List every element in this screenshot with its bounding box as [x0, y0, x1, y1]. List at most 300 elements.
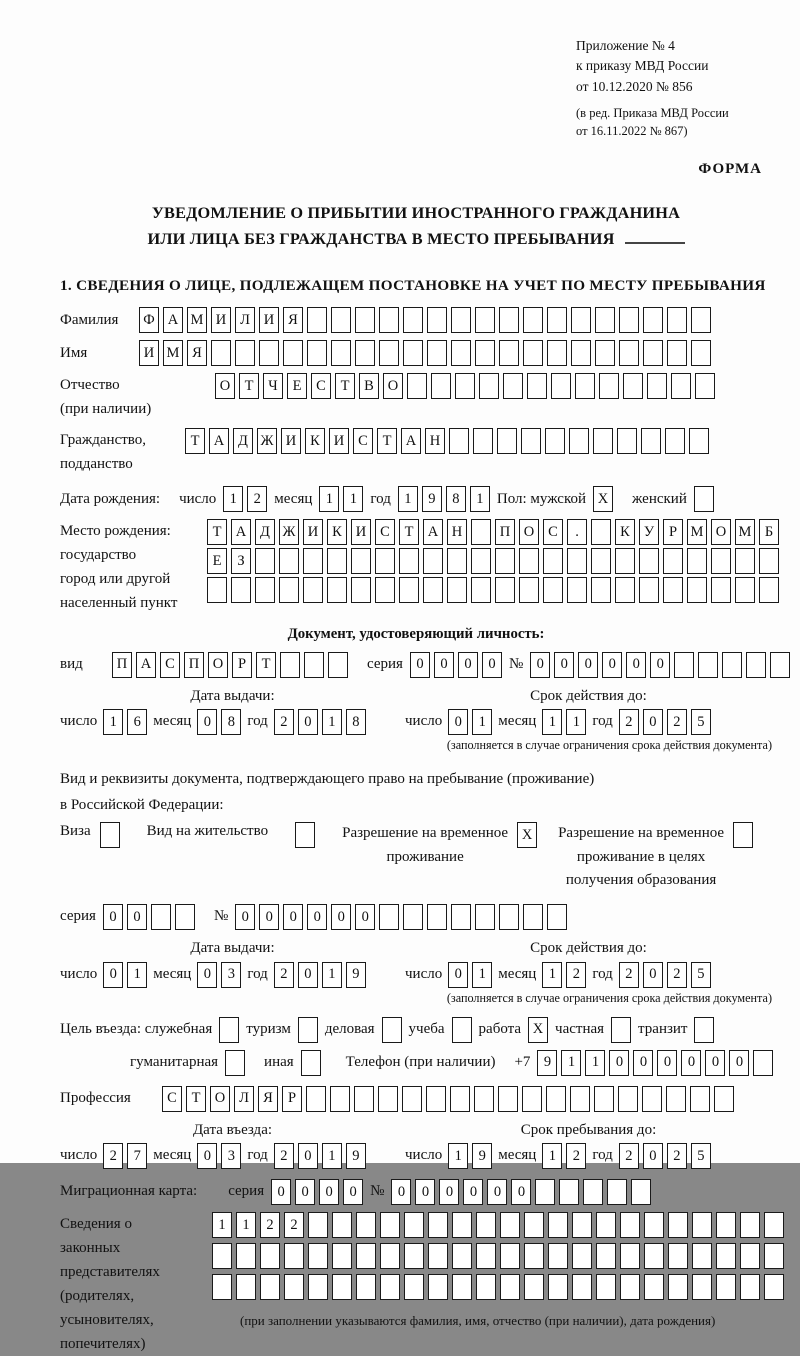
char-box[interactable] — [375, 577, 395, 603]
char-box[interactable] — [674, 652, 694, 678]
char-box[interactable]: З — [231, 548, 251, 574]
char-box[interactable] — [639, 548, 659, 574]
char-box[interactable]: А — [401, 428, 421, 454]
char-box[interactable]: 9 — [422, 486, 442, 512]
char-box[interactable]: 5 — [691, 962, 711, 988]
char-box[interactable] — [663, 577, 683, 603]
char-box[interactable]: Л — [235, 307, 255, 333]
char-box[interactable] — [535, 1179, 555, 1205]
purpose-official-checkbox[interactable] — [219, 1017, 239, 1043]
char-box[interactable]: 0 — [650, 652, 670, 678]
char-box[interactable] — [523, 904, 543, 930]
char-box[interactable] — [551, 373, 571, 399]
char-box[interactable]: 2 — [260, 1212, 280, 1238]
char-box[interactable] — [378, 1086, 398, 1112]
char-box[interactable]: У — [639, 519, 659, 545]
char-box[interactable]: 2 — [566, 1143, 586, 1169]
char-box[interactable] — [451, 904, 471, 930]
res-issue-day-input[interactable] — [103, 962, 147, 988]
char-box[interactable] — [711, 577, 731, 603]
char-box[interactable]: 2 — [667, 709, 687, 735]
char-box[interactable]: И — [329, 428, 349, 454]
char-box[interactable]: 1 — [236, 1212, 256, 1238]
char-box[interactable] — [687, 577, 707, 603]
char-box[interactable] — [770, 652, 790, 678]
profession-input[interactable] — [162, 1086, 734, 1112]
doc-valid-day-input[interactable] — [448, 709, 492, 735]
char-box[interactable]: 1 — [566, 709, 586, 735]
char-box[interactable]: 0 — [463, 1179, 483, 1205]
char-box[interactable] — [236, 1243, 256, 1269]
char-box[interactable]: Ч — [263, 373, 283, 399]
char-box[interactable] — [524, 1274, 544, 1300]
purpose-study-checkbox[interactable] — [452, 1017, 472, 1043]
char-box[interactable] — [643, 307, 663, 333]
char-box[interactable]: 0 — [578, 652, 598, 678]
char-box[interactable] — [641, 428, 661, 454]
char-box[interactable]: 2 — [667, 1143, 687, 1169]
char-box[interactable] — [283, 340, 303, 366]
char-box[interactable] — [332, 1274, 352, 1300]
char-box[interactable] — [692, 1212, 712, 1238]
char-box[interactable]: 0 — [343, 1179, 363, 1205]
char-box[interactable]: 2 — [274, 962, 294, 988]
char-box[interactable] — [332, 1243, 352, 1269]
char-box[interactable]: П — [184, 652, 204, 678]
char-box[interactable] — [695, 373, 715, 399]
char-box[interactable]: 8 — [346, 709, 366, 735]
char-box[interactable]: 0 — [197, 1143, 217, 1169]
char-box[interactable] — [100, 822, 120, 848]
char-box[interactable] — [620, 1274, 640, 1300]
surname-input[interactable] — [139, 307, 711, 333]
char-box[interactable] — [354, 1086, 374, 1112]
char-box[interactable]: И — [139, 340, 159, 366]
char-box[interactable]: 1 — [127, 962, 147, 988]
char-box[interactable]: 0 — [554, 652, 574, 678]
char-box[interactable] — [498, 1086, 518, 1112]
char-box[interactable]: Е — [207, 548, 227, 574]
char-box[interactable]: 0 — [626, 652, 646, 678]
char-box[interactable] — [524, 1243, 544, 1269]
char-box[interactable]: А — [231, 519, 251, 545]
char-box[interactable]: 0 — [602, 652, 622, 678]
char-box[interactable]: 1 — [448, 1143, 468, 1169]
char-box[interactable]: И — [281, 428, 301, 454]
char-box[interactable] — [607, 1179, 627, 1205]
char-box[interactable]: Т — [256, 652, 276, 678]
char-box[interactable]: 0 — [705, 1050, 725, 1076]
char-box[interactable] — [591, 548, 611, 574]
purpose-humanitarian-checkbox[interactable] — [225, 1050, 245, 1076]
char-box[interactable] — [236, 1274, 256, 1300]
char-box[interactable] — [428, 1274, 448, 1300]
char-box[interactable]: 0 — [103, 904, 123, 930]
char-box[interactable]: 1 — [223, 486, 243, 512]
res-issue-year-input[interactable] — [274, 962, 366, 988]
char-box[interactable] — [714, 1086, 734, 1112]
char-box[interactable] — [735, 548, 755, 574]
char-box[interactable] — [495, 548, 515, 574]
char-box[interactable]: 1 — [343, 486, 363, 512]
char-box[interactable] — [524, 1212, 544, 1238]
char-box[interactable]: Я — [258, 1086, 278, 1112]
char-box[interactable] — [308, 1243, 328, 1269]
char-box[interactable]: 0 — [295, 1179, 315, 1205]
char-box[interactable]: И — [259, 307, 279, 333]
char-box[interactable] — [476, 1212, 496, 1238]
char-box[interactable]: 0 — [410, 652, 430, 678]
char-box[interactable]: О — [208, 652, 228, 678]
char-box[interactable] — [666, 1086, 686, 1112]
char-box[interactable]: К — [615, 519, 635, 545]
char-box[interactable]: 0 — [391, 1179, 411, 1205]
char-box[interactable] — [427, 307, 447, 333]
char-box[interactable]: 0 — [271, 1179, 291, 1205]
char-box[interactable] — [740, 1274, 760, 1300]
char-box[interactable]: 5 — [691, 1143, 711, 1169]
char-box[interactable] — [722, 652, 742, 678]
char-box[interactable]: 0 — [127, 904, 147, 930]
char-box[interactable]: А — [209, 428, 229, 454]
char-box[interactable] — [284, 1243, 304, 1269]
char-box[interactable]: 2 — [566, 962, 586, 988]
char-box[interactable] — [284, 1274, 304, 1300]
char-box[interactable] — [644, 1274, 664, 1300]
char-box[interactable] — [567, 577, 587, 603]
char-box[interactable] — [475, 904, 495, 930]
char-box[interactable]: 0 — [609, 1050, 629, 1076]
char-box[interactable] — [746, 652, 766, 678]
char-box[interactable]: Т — [186, 1086, 206, 1112]
char-box[interactable]: 0 — [448, 962, 468, 988]
doc-valid-year-input[interactable] — [619, 709, 711, 735]
char-box[interactable] — [452, 1243, 472, 1269]
char-box[interactable]: Ж — [279, 519, 299, 545]
char-box[interactable] — [455, 373, 475, 399]
char-box[interactable] — [307, 340, 327, 366]
char-box[interactable] — [403, 904, 423, 930]
char-box[interactable] — [642, 1086, 662, 1112]
char-box[interactable]: 2 — [619, 962, 639, 988]
char-box[interactable] — [543, 577, 563, 603]
char-box[interactable]: Т — [377, 428, 397, 454]
mig-series-input[interactable] — [271, 1179, 363, 1205]
char-box[interactable] — [569, 428, 589, 454]
char-box[interactable]: 0 — [482, 652, 502, 678]
char-box[interactable]: Т — [335, 373, 355, 399]
visa-checkbox[interactable] — [100, 822, 120, 848]
char-box[interactable] — [298, 1017, 318, 1043]
char-box[interactable] — [308, 1274, 328, 1300]
char-box[interactable] — [759, 577, 779, 603]
char-box[interactable] — [548, 1274, 568, 1300]
char-box[interactable] — [451, 340, 471, 366]
char-box[interactable] — [279, 577, 299, 603]
stay-day-input[interactable] — [448, 1143, 492, 1169]
char-box[interactable] — [403, 307, 423, 333]
char-box[interactable] — [543, 548, 563, 574]
char-box[interactable] — [151, 904, 171, 930]
char-box[interactable] — [212, 1243, 232, 1269]
char-box[interactable] — [671, 373, 691, 399]
char-box[interactable] — [331, 307, 351, 333]
char-box[interactable] — [295, 822, 315, 848]
char-box[interactable] — [740, 1243, 760, 1269]
char-box[interactable]: 0 — [197, 962, 217, 988]
char-box[interactable] — [356, 1243, 376, 1269]
legal-reps-row3-input[interactable] — [212, 1274, 784, 1300]
char-box[interactable] — [667, 340, 687, 366]
char-box[interactable] — [503, 373, 523, 399]
char-box[interactable] — [619, 340, 639, 366]
char-box[interactable]: И — [351, 519, 371, 545]
char-box[interactable] — [225, 1050, 245, 1076]
char-box[interactable] — [668, 1274, 688, 1300]
purpose-transit-checkbox[interactable] — [694, 1017, 714, 1043]
char-box[interactable]: 2 — [247, 486, 267, 512]
char-box[interactable] — [759, 548, 779, 574]
char-box[interactable]: Т — [239, 373, 259, 399]
char-box[interactable]: Р — [663, 519, 683, 545]
temp-residence-checkbox[interactable] — [517, 822, 537, 848]
patronymic-input[interactable] — [215, 373, 715, 399]
char-box[interactable] — [231, 577, 251, 603]
stay-year-input[interactable] — [619, 1143, 711, 1169]
legal-reps-row1-input[interactable] — [212, 1212, 784, 1238]
char-box[interactable]: 0 — [298, 709, 318, 735]
char-box[interactable] — [644, 1212, 664, 1238]
char-box[interactable] — [380, 1243, 400, 1269]
char-box[interactable]: 2 — [103, 1143, 123, 1169]
char-box[interactable] — [423, 548, 443, 574]
char-box[interactable]: 1 — [542, 1143, 562, 1169]
char-box[interactable]: Н — [447, 519, 467, 545]
char-box[interactable] — [331, 340, 351, 366]
char-box[interactable]: Т — [399, 519, 419, 545]
birth-year-input[interactable] — [398, 486, 490, 512]
char-box[interactable] — [547, 307, 567, 333]
char-box[interactable] — [219, 1017, 239, 1043]
char-box[interactable] — [545, 428, 565, 454]
char-box[interactable]: 2 — [274, 1143, 294, 1169]
char-box[interactable] — [332, 1212, 352, 1238]
birth-day-input[interactable] — [223, 486, 267, 512]
char-box[interactable]: 9 — [537, 1050, 557, 1076]
char-box[interactable] — [499, 904, 519, 930]
char-box[interactable] — [639, 577, 659, 603]
char-box[interactable]: X — [528, 1017, 548, 1043]
char-box[interactable]: 6 — [127, 709, 147, 735]
char-box[interactable] — [547, 340, 567, 366]
char-box[interactable] — [663, 548, 683, 574]
char-box[interactable]: П — [112, 652, 132, 678]
char-box[interactable] — [379, 904, 399, 930]
char-box[interactable]: Н — [425, 428, 445, 454]
char-box[interactable] — [479, 373, 499, 399]
char-box[interactable] — [303, 577, 323, 603]
char-box[interactable] — [596, 1243, 616, 1269]
char-box[interactable]: 0 — [434, 652, 454, 678]
char-box[interactable]: Т — [207, 519, 227, 545]
char-box[interactable] — [620, 1212, 640, 1238]
char-box[interactable] — [380, 1212, 400, 1238]
char-box[interactable] — [547, 904, 567, 930]
char-box[interactable] — [474, 1086, 494, 1112]
char-box[interactable]: П — [495, 519, 515, 545]
char-box[interactable] — [527, 373, 547, 399]
char-box[interactable] — [698, 652, 718, 678]
char-box[interactable]: 1 — [322, 1143, 342, 1169]
char-box[interactable]: 3 — [221, 1143, 241, 1169]
char-box[interactable]: 0 — [681, 1050, 701, 1076]
char-box[interactable] — [355, 307, 375, 333]
char-box[interactable] — [308, 1212, 328, 1238]
char-box[interactable]: Я — [187, 340, 207, 366]
char-box[interactable] — [599, 373, 619, 399]
char-box[interactable] — [327, 548, 347, 574]
char-box[interactable] — [307, 307, 327, 333]
char-box[interactable]: О — [210, 1086, 230, 1112]
birth-place-row2-input[interactable] — [207, 548, 779, 574]
char-box[interactable]: 0 — [439, 1179, 459, 1205]
char-box[interactable] — [260, 1243, 280, 1269]
char-box[interactable] — [402, 1086, 422, 1112]
char-box[interactable] — [546, 1086, 566, 1112]
sex-female-checkbox[interactable] — [694, 486, 714, 512]
char-box[interactable] — [692, 1274, 712, 1300]
char-box[interactable] — [499, 307, 519, 333]
char-box[interactable] — [620, 1243, 640, 1269]
char-box[interactable]: 0 — [643, 962, 663, 988]
char-box[interactable] — [403, 340, 423, 366]
char-box[interactable] — [716, 1274, 736, 1300]
char-box[interactable]: 0 — [511, 1179, 531, 1205]
char-box[interactable]: 7 — [127, 1143, 147, 1169]
char-box[interactable]: С — [162, 1086, 182, 1112]
char-box[interactable] — [690, 1086, 710, 1112]
char-box[interactable]: Р — [282, 1086, 302, 1112]
sex-male-checkbox[interactable] — [593, 486, 613, 512]
char-box[interactable] — [356, 1274, 376, 1300]
char-box[interactable] — [572, 1243, 592, 1269]
doc-issue-month-input[interactable] — [197, 709, 241, 735]
char-box[interactable] — [740, 1212, 760, 1238]
char-box[interactable]: 8 — [221, 709, 241, 735]
char-box[interactable] — [380, 1274, 400, 1300]
char-box[interactable]: 5 — [691, 709, 711, 735]
char-box[interactable] — [379, 340, 399, 366]
char-box[interactable] — [522, 1086, 542, 1112]
char-box[interactable] — [733, 822, 753, 848]
char-box[interactable] — [764, 1243, 784, 1269]
char-box[interactable] — [735, 577, 755, 603]
char-box[interactable] — [475, 340, 495, 366]
res-valid-day-input[interactable] — [448, 962, 492, 988]
stay-month-input[interactable] — [542, 1143, 586, 1169]
char-box[interactable]: Ж — [257, 428, 277, 454]
char-box[interactable] — [452, 1274, 472, 1300]
res-valid-year-input[interactable] — [619, 962, 711, 988]
char-box[interactable] — [351, 577, 371, 603]
char-box[interactable]: 0 — [448, 709, 468, 735]
char-box[interactable]: 1 — [472, 962, 492, 988]
char-box[interactable]: 1 — [212, 1212, 232, 1238]
char-box[interactable]: Ф — [139, 307, 159, 333]
birth-month-input[interactable] — [319, 486, 363, 512]
char-box[interactable]: 0 — [298, 1143, 318, 1169]
char-box[interactable]: 1 — [398, 486, 418, 512]
char-box[interactable] — [689, 428, 709, 454]
char-box[interactable] — [617, 428, 637, 454]
char-box[interactable]: 1 — [470, 486, 490, 512]
char-box[interactable]: . — [567, 519, 587, 545]
char-box[interactable] — [595, 340, 615, 366]
char-box[interactable]: С — [375, 519, 395, 545]
char-box[interactable] — [691, 340, 711, 366]
char-box[interactable]: К — [305, 428, 325, 454]
char-box[interactable] — [255, 548, 275, 574]
char-box[interactable]: 8 — [446, 486, 466, 512]
char-box[interactable]: О — [215, 373, 235, 399]
char-box[interactable] — [497, 428, 517, 454]
char-box[interactable]: Я — [283, 307, 303, 333]
char-box[interactable]: 0 — [487, 1179, 507, 1205]
char-box[interactable] — [521, 428, 541, 454]
char-box[interactable] — [260, 1274, 280, 1300]
char-box[interactable]: 2 — [667, 962, 687, 988]
char-box[interactable]: М — [735, 519, 755, 545]
char-box[interactable] — [571, 307, 591, 333]
char-box[interactable] — [379, 307, 399, 333]
char-box[interactable]: 0 — [103, 962, 123, 988]
char-box[interactable]: 3 — [221, 962, 241, 988]
char-box[interactable]: 9 — [472, 1143, 492, 1169]
char-box[interactable] — [668, 1243, 688, 1269]
char-box[interactable] — [548, 1243, 568, 1269]
char-box[interactable] — [301, 1050, 321, 1076]
char-box[interactable] — [427, 340, 447, 366]
char-box[interactable]: 0 — [643, 709, 663, 735]
char-box[interactable] — [644, 1243, 664, 1269]
char-box[interactable] — [428, 1243, 448, 1269]
char-box[interactable]: 0 — [530, 652, 550, 678]
char-box[interactable]: 0 — [307, 904, 327, 930]
char-box[interactable] — [450, 1086, 470, 1112]
char-box[interactable] — [476, 1274, 496, 1300]
char-box[interactable]: 2 — [619, 1143, 639, 1169]
char-box[interactable]: Т — [185, 428, 205, 454]
char-box[interactable]: 1 — [322, 709, 342, 735]
char-box[interactable] — [668, 1212, 688, 1238]
char-box[interactable] — [591, 577, 611, 603]
char-box[interactable] — [259, 340, 279, 366]
char-box[interactable]: 1 — [472, 709, 492, 735]
char-box[interactable]: 1 — [319, 486, 339, 512]
char-box[interactable] — [280, 652, 300, 678]
char-box[interactable] — [328, 652, 348, 678]
char-box[interactable]: А — [136, 652, 156, 678]
char-box[interactable] — [476, 1243, 496, 1269]
char-box[interactable]: 0 — [643, 1143, 663, 1169]
char-box[interactable] — [431, 373, 451, 399]
phone-input[interactable] — [537, 1050, 773, 1076]
purpose-tourism-checkbox[interactable] — [298, 1017, 318, 1043]
char-box[interactable]: X — [517, 822, 537, 848]
char-box[interactable] — [330, 1086, 350, 1112]
char-box[interactable] — [716, 1212, 736, 1238]
char-box[interactable] — [591, 519, 611, 545]
